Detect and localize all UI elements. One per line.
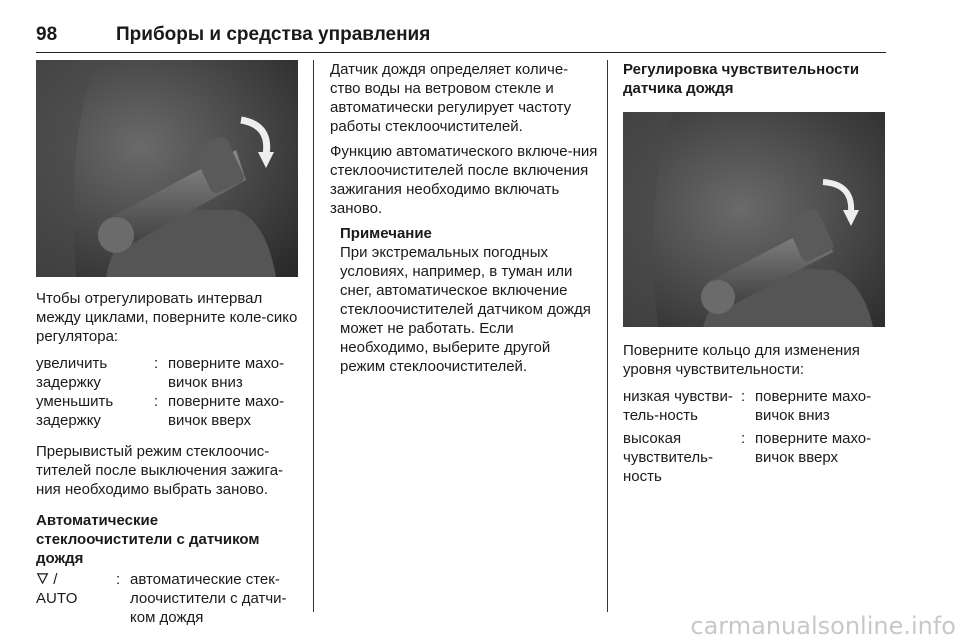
sensitivity-intro: Поверните кольцо для изменения уровня чувствительности: [623, 342, 860, 378]
column-3 [623, 60, 885, 486]
list-item: уменьшить задержку : поверните махо-вичок вверх [36, 392, 298, 430]
page-number: 98 [36, 24, 58, 45]
sensitivity-heading: Регулировка чувствительности датчика дождя [623, 61, 860, 97]
wiper-stalk-illustration [36, 60, 298, 277]
rain-sensor-paragraph: Датчик дождя определяет количе-ство воды на ветровом стекле и автоматически регулирует частоту работы стеклоочистителей. [330, 61, 572, 135]
column-2 [330, 60, 598, 376]
page-title: Приборы и средства управления [116, 24, 431, 45]
list-item: увеличить задержку : поверните махо-вичок вниз [36, 354, 298, 392]
column-1 [36, 60, 298, 627]
reactivation-paragraph: Функцию автоматического включе-ния стеклоочистителей после включения зажигания необходимо включать заново. [330, 143, 598, 217]
interval-intro: Чтобы отрегулировать интервал между циклами, поверните коле-сико регулятора: [36, 290, 298, 345]
column-divider [607, 60, 608, 612]
wiper-stalk-figure-1 [36, 60, 298, 277]
list-term: низкая чувствитель-ность [623, 388, 733, 424]
wiper-stalk-figure-2 [623, 112, 885, 327]
list-term: AUTO [36, 590, 78, 607]
column-divider [313, 60, 314, 612]
list-definition: поверните махо-вичок вниз [168, 355, 285, 391]
list-definition: поверните махо-вичок вниз [755, 388, 872, 424]
auto-wipers-heading: Автоматические стеклоочистители с датчиком дождя [36, 512, 260, 567]
list-item: низкая чувствитель-ность : поверните махо-вичок вниз [623, 387, 885, 425]
wiper-stalk-sensitivity-illustration [623, 112, 885, 327]
intermittent-paragraph: Прерывистый режим стеклоочис-тителей после выключения зажига-ния необходимо выбрать заново. [36, 443, 284, 498]
list-definition: автоматические стек-лоочистители с датчи-ком дождя [130, 571, 287, 626]
page-header [36, 22, 886, 53]
auto-definition-list [36, 570, 298, 627]
rain-sensor-icon: 🜄 [36, 571, 50, 588]
note-heading: Примечание [340, 225, 432, 242]
note-block [340, 224, 598, 376]
watermark: carmanualsonline.info [690, 612, 956, 640]
note-text: При экстремальных погодных условиях, например, в туман или снег, автоматическое включение стеклоочистителей датчиком дождя может не работать. Если необходимо, выберите другой режим стеклоочистителей. [340, 244, 591, 375]
list-definition: поверните махо-вичок вверх [755, 430, 872, 466]
list-definition: поверните махо-вичок вверх [168, 393, 285, 429]
sensitivity-definition-list [623, 387, 885, 486]
list-term: увеличить задержку [36, 355, 108, 391]
interval-definition-list [36, 354, 298, 430]
list-term: уменьшить задержку [36, 393, 114, 429]
list-item: высокая чувствитель-ность : поверните махо-вичок вверх [623, 429, 885, 486]
list-item: 🜄 / AUTO : автоматические стек-лоочистители с датчи-ком дождя [36, 570, 298, 627]
list-term: высокая чувствитель-ность [623, 430, 713, 485]
